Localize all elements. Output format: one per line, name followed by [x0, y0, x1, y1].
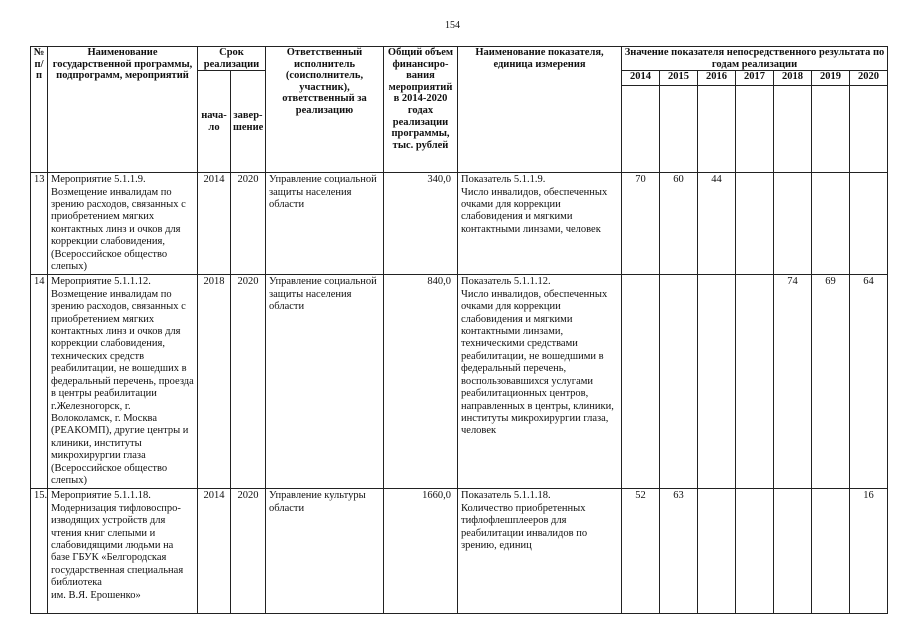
row-value: 16: [850, 489, 888, 614]
header-year-spacer: [622, 86, 660, 173]
header-year: 2015: [660, 71, 698, 86]
row-value: 60: [660, 173, 698, 275]
row-num: 13: [31, 173, 48, 275]
row-value: [698, 275, 736, 489]
header-year: 2020: [850, 71, 888, 86]
row-responsible: Управление социальной защиты населения области: [266, 173, 384, 275]
row-num: 14: [31, 275, 48, 489]
row-value: [698, 489, 736, 614]
row-value: [736, 173, 774, 275]
row-funding: 1660,0: [384, 489, 458, 614]
table-header: [31, 47, 888, 173]
header-year-spacer: [812, 86, 850, 173]
row-value: [736, 489, 774, 614]
row-value: [812, 173, 850, 275]
row-value: 69: [812, 275, 850, 489]
header-year-spacer: [660, 86, 698, 173]
header-values-title: Значение показателя непосредственного результата по годам реализации: [622, 47, 888, 71]
row-start: 2014: [198, 489, 231, 614]
header-year-spacer: [850, 86, 888, 173]
header-responsible: Ответственный исполнитель (соисполнитель, участник), ответственный за реализацию: [266, 47, 384, 173]
row-start: 2014: [198, 173, 231, 275]
row-funding: 340,0: [384, 173, 458, 275]
row-value: [774, 489, 812, 614]
header-year-spacer: [736, 86, 774, 173]
page-number: 154: [445, 20, 460, 31]
header-funding: Общий объем финансиро-вания мероприятий в 2014-2020 годах реализации программы, тыс. рублей: [384, 47, 458, 173]
row-value: 70: [622, 173, 660, 275]
header-name: Наименование государственной программы, подпрограмм, мероприятий: [48, 47, 198, 173]
header-year: 2018: [774, 71, 812, 86]
table-row: [31, 489, 888, 614]
row-indicator: Показатель 5.1.1.12. Число инвалидов, обеспеченных очками для коррекции слабовидения и мягкими контактными линзами, техническими средствами реабилитации, не вошедшими в федеральный перечень, воспользовавшихся услугами реабилитационных центров, направленных в центры, клиники, институты микрохирургии глаза, человек: [458, 275, 622, 489]
row-name: Мероприятие 5.1.1.18. Модернизация тифловоспро-изводящих устройств для чтения книг слепыми и слабовидящими людьми на базе ГБУК «Белгородская государственная специальная библиотека им. В.Я. Ерошенко»: [48, 489, 198, 614]
row-responsible: Управление культуры области: [266, 489, 384, 614]
header-start: нача- ло: [198, 71, 231, 173]
row-value: [812, 489, 850, 614]
header-year: 2019: [812, 71, 850, 86]
row-value: 52: [622, 489, 660, 614]
header-year-spacer: [698, 86, 736, 173]
header-end: завер- шение: [231, 71, 266, 173]
header-year-spacer: [774, 86, 812, 173]
row-funding: 840,0: [384, 275, 458, 489]
header-year: 2017: [736, 71, 774, 86]
row-value: [850, 173, 888, 275]
row-responsible: Управление социальной защиты населения области: [266, 275, 384, 489]
header-num: № п/п: [31, 47, 48, 173]
table-row: [31, 173, 888, 275]
row-value: 74: [774, 275, 812, 489]
row-value: 64: [850, 275, 888, 489]
header-year: 2016: [698, 71, 736, 86]
program-table: [30, 46, 888, 614]
row-value: [660, 275, 698, 489]
row-value: [774, 173, 812, 275]
row-value: [736, 275, 774, 489]
header-year: 2014: [622, 71, 660, 86]
header-indicator: Наименование показателя, единица измерения: [458, 47, 622, 173]
row-name: Мероприятие 5.1.1.9. Возмещение инвалидам по зрению расходов, связанных с приобретением мягких контактных линз и очков для коррекции слабовидения, (Всероссийское общество слепых): [48, 173, 198, 275]
row-end: 2020: [231, 275, 266, 489]
row-end: 2020: [231, 173, 266, 275]
row-indicator: Показатель 5.1.1.18. Количество приобретенных тифлофлешплееров для реабилитации инвалидов по зрению, единиц: [458, 489, 622, 614]
row-name: Мероприятие 5.1.1.12. Возмещение инвалидам по зрению расходов, связанных с приобретением мягких контактных линз и очков для коррекции слабовидения, технических средств реабилитации, не вошедших в федеральный перечень, проезда в центры реабилитации г.Железногорск, г. Волоколамск, г. Москва (РЕАКОМП), другие центры и клиники, институты микрохирургии глаза (Всероссийское общество слепых): [48, 275, 198, 489]
header-term: Срок реализации: [198, 47, 266, 71]
row-value: 63: [660, 489, 698, 614]
row-value: [622, 275, 660, 489]
row-start: 2018: [198, 275, 231, 489]
row-indicator: Показатель 5.1.1.9. Число инвалидов, обеспеченных очками для коррекции слабовидения и мягкими контактными линзами, человек: [458, 173, 622, 275]
table-row: [31, 275, 888, 489]
row-value: 44: [698, 173, 736, 275]
row-end: 2020: [231, 489, 266, 614]
row-num: 15.: [31, 489, 48, 614]
